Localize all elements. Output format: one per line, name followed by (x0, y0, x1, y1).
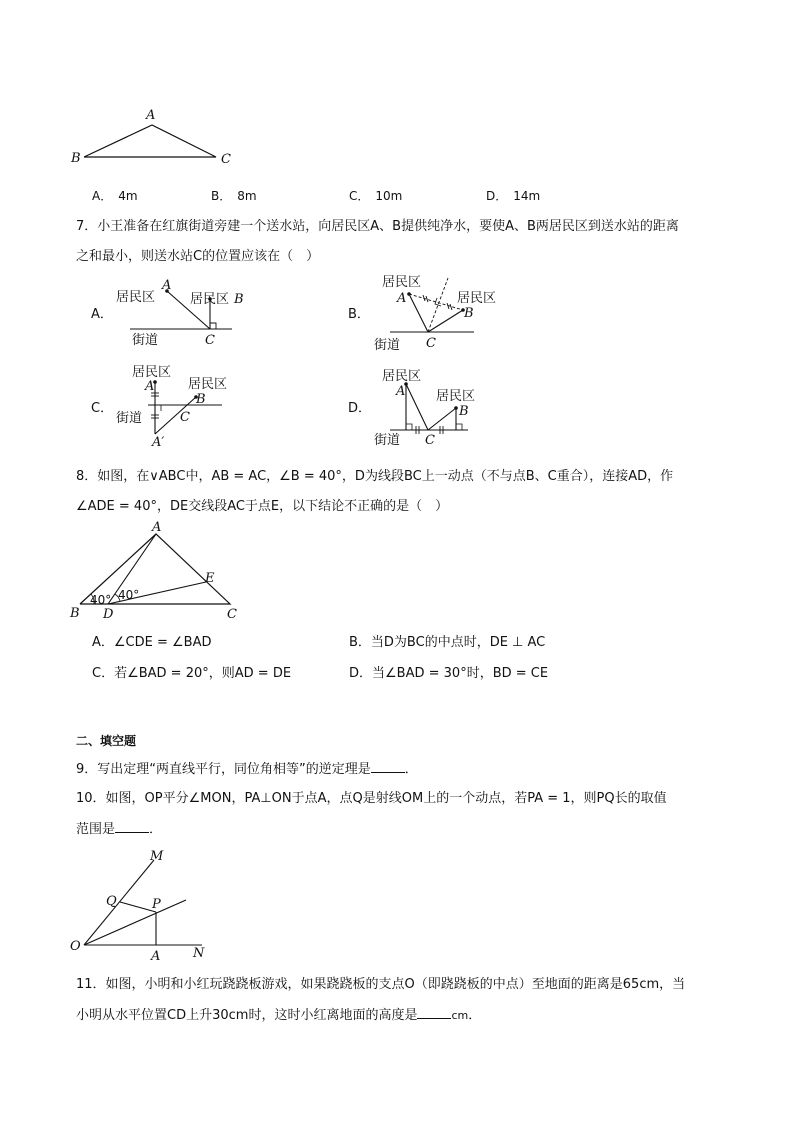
q8-angle-d-label: 40° (118, 588, 140, 602)
q7-option-b-figure (368, 270, 518, 355)
figure-label: C (180, 410, 190, 425)
q8-option-d: D．当∠BAD = 30°时，BD = CE (349, 666, 549, 681)
q6-label-b: B (71, 151, 81, 166)
figure-label: C (205, 333, 215, 348)
q8-option-c: C．若∠BAD = 20°，则AD = DE (92, 666, 292, 681)
q8-option-b: B．当D为BC的中点时，DE ⊥ AC (349, 635, 546, 650)
figure-label: A (145, 379, 155, 394)
q7-option-a-letter: A． (91, 307, 113, 322)
q10-label-o: O (70, 939, 81, 954)
q10-stem-line1: 10．如图，OP平分∠MON，PA⊥ON于点A，点Q是射线OM上的一个动点，若PA = 1，则PQ长的取值 (76, 791, 667, 806)
figure-label: 居民区 (382, 275, 422, 290)
figure-label: 居民区 (116, 290, 156, 305)
q6-triangle-figure (70, 105, 240, 170)
q6-label-a: A (146, 108, 156, 123)
q9-stem: 9．写出定理“两直线平行，同位角相等”的逆定理是 ． (76, 762, 418, 777)
figure-label: B (70, 606, 80, 621)
figure-label: B (196, 392, 206, 407)
figure-label: 居民区 (190, 292, 230, 307)
q10-stem-line2: 范围是 ． (76, 822, 163, 837)
figure-label: 居民区 (382, 369, 422, 384)
q8-stem-line1: 8．如图，在∨ABC中，AB = AC，∠B = 40°，D为线段BC上一动点（不与点B、C重合），连接AD，作 (76, 469, 674, 484)
figure-label: E (205, 571, 215, 586)
q6-option-d: D． 14m (486, 189, 541, 203)
q6-option-a: A． 4m (92, 189, 138, 203)
q7-option-c-figure (110, 360, 240, 452)
figure-label: 居民区 (457, 291, 497, 306)
q11-stem-line1: 11．如图，小明和小红玩跷跷板游戏，如果跷跷板的支点O（即跷跷板的中点）至地面的距离是65cm，当 (76, 977, 686, 992)
q6-label-c: C (221, 152, 231, 167)
figure-label: 居民区 (188, 377, 228, 392)
q7-stem-line2: 之和最小，则送水站C的位置应该在（ ） (76, 249, 320, 264)
q7-stem-line1: 7．小王准备在红旗街道旁建一个送水站，向居民区A、B提供纯净水，要使A、B两居民区到送水站的距离 (76, 219, 679, 234)
q8-angle-b-label: 40° (90, 593, 112, 607)
figure-label: C (227, 607, 237, 622)
figure-label: 街道 (374, 433, 401, 448)
q10-label-n: N (193, 946, 205, 961)
q10-label-p: P (152, 897, 161, 912)
q10-angle-figure (68, 850, 218, 965)
figure-label: 居民区 (436, 389, 476, 404)
figure-label: B (464, 306, 474, 321)
q8-triangle-figure (68, 522, 248, 622)
q11-stem-line2: 小明从水平位置CD上升30cm时，这时小红离地面的高度是 cm． (76, 1008, 482, 1023)
q10-label-q: Q (106, 894, 117, 909)
figure-label: A (152, 520, 162, 535)
figure-label: A (397, 291, 407, 306)
figure-label: C (426, 336, 436, 351)
figure-label: B (234, 292, 244, 307)
q6-option-c: C． 10m (349, 189, 403, 203)
figure-label: 街道 (374, 338, 401, 353)
q7-option-a-figure (110, 277, 244, 348)
figure-label: 街道 (116, 411, 143, 426)
figure-label: D (103, 607, 114, 622)
q10-label-m: M (150, 849, 164, 864)
q9-answer-blank[interactable] (371, 760, 405, 773)
figure-label: C (425, 433, 435, 448)
q11-answer-blank[interactable] (417, 1006, 451, 1019)
figure-label: A (396, 384, 406, 399)
figure-label: A (162, 278, 172, 293)
figure-label: B (459, 404, 469, 419)
q10-answer-blank[interactable] (115, 820, 149, 833)
q8-option-a: A．∠CDE = ∠BAD (92, 635, 212, 650)
q6-option-b: B． 8m (211, 189, 257, 203)
q7-option-d-figure (368, 362, 498, 452)
q7-option-c-letter: C． (91, 401, 114, 416)
q7-option-b-letter: B． (348, 307, 370, 322)
section-title: 二、填空题 (76, 734, 137, 748)
q8-stem-line2: ∠ADE = 40°，DE交线段AC于点E，以下结论不正确的是（ ） (76, 499, 449, 514)
q7-option-d-letter: D． (348, 401, 372, 416)
figure-label: A′ (152, 435, 165, 450)
q10-label-a: A (151, 949, 161, 964)
figure-label: 居民区 (132, 365, 172, 380)
figure-label: 街道 (132, 333, 159, 348)
